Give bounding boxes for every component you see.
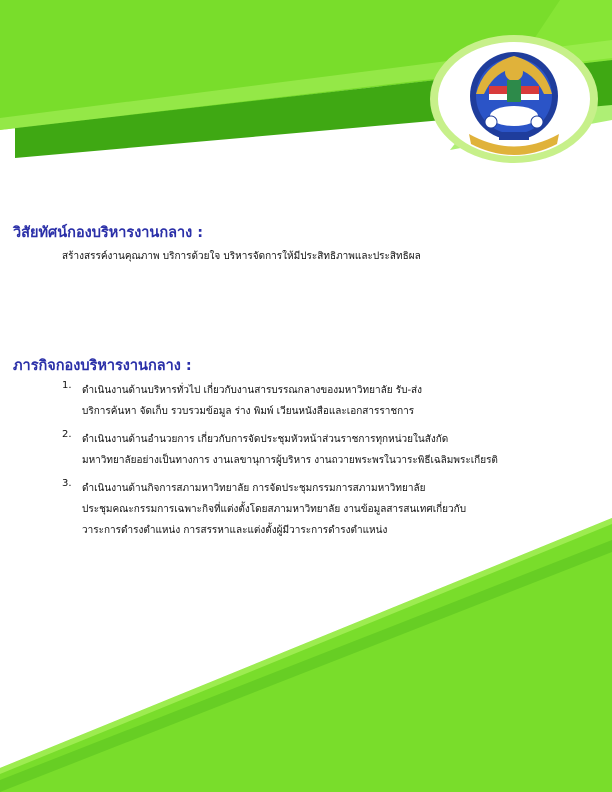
item-line: วาระการดำรงตำแหน่ง การสรรหาและแต่งตั้งผู้มีวาระการดำรงตำแหน่ง [82, 525, 388, 536]
list-item [62, 380, 498, 422]
item-line: ดำเนินงานด้านอำนวยการ เกี่ยวกับการจัดประชุมหัวหน้าส่วนราชการทุกหน่วยในสังกัด [82, 434, 449, 445]
item-line: ดำเนินงานด้านบริหารทั่วไป เกี่ยวกับงานสารบรรณกลางของมหาวิทยาลัย รับ-ส่ง [82, 385, 423, 396]
mission-list [62, 380, 498, 548]
mission-heading: ภารกิจกองบริหารงานกลาง : [13, 358, 192, 374]
item-line: มหาวิทยาลัยอย่างเป็นทางการ งานเลขานุการผู้บริหาร งานถวายพระพรในวาระพิธีเฉลิมพระเกียรติ [82, 455, 498, 466]
item-number: 2. [62, 429, 72, 440]
item-line: บริการค้นหา จัดเก็บ รวบรวมข้อมูล ร่าง พิมพ์ เวียนหนังสือและเอกสารราชการ [82, 406, 415, 417]
vision-heading: วิสัยทัศน์กองบริหารงานกลาง : [13, 225, 204, 241]
list-item [62, 429, 498, 471]
item-number: 3. [62, 478, 72, 489]
item-line: ดำเนินงานด้านกิจการสภามหาวิทยาลัย การจัดประชุมกรรมการสภามหาวิทยาลัย [82, 483, 426, 494]
vision-text: สร้างสรรค์งานคุณภาพ บริการด้วยใจ บริหารจัดการให้มีประสิทธิภาพและประสิทธิผล [62, 251, 421, 262]
item-number: 1. [62, 380, 72, 391]
university-emblem-icon [429, 34, 599, 164]
list-item [62, 478, 498, 541]
item-line: ประชุมคณะกรรมการเฉพาะกิจที่แต่งตั้งโดยสภามหาวิทยาลัย งานข้อมูลสารสนเทศเกี่ยวกับ [82, 504, 467, 515]
